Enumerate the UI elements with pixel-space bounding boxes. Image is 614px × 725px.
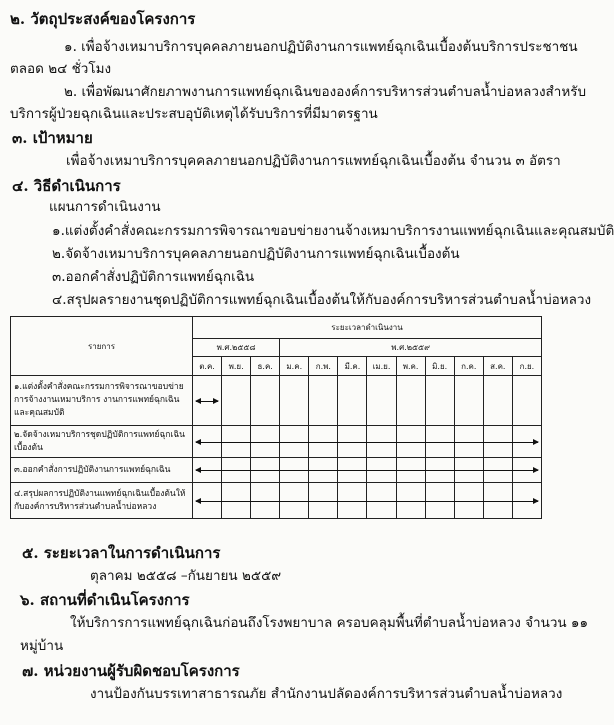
objective-1-line2: ตลอด ๒๔ ชั่วโมง <box>10 61 112 77</box>
timeline-arrow <box>366 442 396 443</box>
timeline-arrow <box>308 470 338 471</box>
timeline-arrow <box>396 442 426 443</box>
section-5-title: ๕. ระยะเวลาในการดำเนินการ <box>22 544 221 562</box>
schedule-cell <box>309 483 338 519</box>
schedule-cell <box>338 376 367 426</box>
timeline-arrow <box>512 442 538 443</box>
timeline-arrow <box>279 442 309 443</box>
timeline-arrow <box>366 470 396 471</box>
month-header: มิ.ย. <box>425 357 454 376</box>
schedule-cell <box>367 426 396 458</box>
timeline-arrow <box>308 442 338 443</box>
schedule-cell <box>193 376 222 426</box>
section-4-title: ๔. วิธีดำเนินการ <box>12 177 121 195</box>
schedule-cell <box>251 458 280 483</box>
target-text: เพื่อจ้างเหมาบริการบุคคลภายนอกปฏิบัติงานการแพทย์ฉุกเฉินเบื้องต้น จำนวน ๓ อัตรา <box>66 153 561 169</box>
timeline-arrow <box>483 501 513 502</box>
timeline-arrow <box>250 442 280 443</box>
timeline-arrow <box>196 442 222 443</box>
timeline-arrow <box>337 470 367 471</box>
month-header: ก.ย. <box>512 357 541 376</box>
schedule-cell <box>367 376 396 426</box>
header-item: รายการ <box>11 317 193 376</box>
timeline-arrow <box>396 470 426 471</box>
objective-2-line2: บริการผู้ป่วยฉุกเฉินและประสบอุบัติเหตุได้รับบริการที่มีมาตรฐาน <box>10 106 378 122</box>
timeline-arrow <box>279 470 309 471</box>
schedule-cell <box>396 426 425 458</box>
month-header: พ.ย. <box>222 357 251 376</box>
schedule-cell <box>483 376 512 426</box>
schedule-cell <box>193 458 222 483</box>
schedule-cell <box>338 483 367 519</box>
timeline-arrow <box>454 501 484 502</box>
schedule-cell <box>512 426 541 458</box>
activity-label: ๒.จัดจ้างเหมาบริการชุดปฏิบัติการแพทย์ฉุกเฉินเบื้องต้น <box>11 426 193 458</box>
schedule-cell <box>483 483 512 519</box>
schedule-cell <box>454 483 483 519</box>
timeline-arrow <box>250 501 280 502</box>
duration-text: ตุลาคม ๒๕๕๘ –กันยายน ๒๕๕๙ <box>90 568 282 584</box>
schedule-cell <box>454 376 483 426</box>
schedule-cell <box>425 458 454 483</box>
schedule-cell <box>425 376 454 426</box>
schedule-cell <box>251 376 280 426</box>
schedule-cell <box>280 376 309 426</box>
schedule-cell <box>367 458 396 483</box>
objective-1-line1: ๑. เพื่อจ้างเหมาบริการบุคคลภายนอกปฏิบัติงานการแพทย์ฉุกเฉินเบื้องต้นบริการประชาชน <box>64 39 578 55</box>
plan-item-2: ๒.จัดจ้างเหมาบริการบุคคลภายนอกปฏิบัติงานการแพทย์ฉุกเฉินเบื้องต้น <box>52 246 460 262</box>
timeline-arrow <box>250 470 280 471</box>
schedule-cell <box>396 483 425 519</box>
schedule-cell <box>512 458 541 483</box>
month-header: ส.ค. <box>483 357 512 376</box>
schedule-cell <box>193 483 222 519</box>
timeline-arrow <box>425 442 455 443</box>
section-3-title: ๓. เป้าหมาย <box>12 129 93 147</box>
schedule-cell <box>222 376 251 426</box>
plan-item-1: ๑.แต่งตั้งคำสั่งคณะกรรมการพิจารณาขอบข่ายงานจ้างเหมาบริการงานแพทย์ฉุกเฉินและคุณสมบัติ <box>52 223 614 239</box>
schedule-cell <box>425 426 454 458</box>
schedule-cell <box>512 376 541 426</box>
header-year-2558: พ.ศ.๒๕๕๘ <box>193 339 280 357</box>
schedule-cell <box>483 458 512 483</box>
month-header: ต.ค. <box>193 357 222 376</box>
month-header: มี.ค. <box>338 357 367 376</box>
month-header: พ.ค. <box>396 357 425 376</box>
plan-item-3: ๓.ออกคำสั่งปฏิบัติการแพทย์ฉุกเฉิน <box>52 269 255 285</box>
table-row <box>11 483 542 519</box>
timeline-arrow <box>483 442 513 443</box>
schedule-cell <box>338 426 367 458</box>
schedule-cell <box>280 458 309 483</box>
timeline-arrow <box>425 470 455 471</box>
month-header: ธ.ค. <box>251 357 280 376</box>
activity-label: ๓.ออกคำสั่งการปฏิบัติงานการแพทย์ฉุกเฉิน <box>11 458 193 483</box>
month-header: ม.ค. <box>280 357 309 376</box>
schedule-cell <box>483 426 512 458</box>
timeline-arrow <box>196 401 218 402</box>
month-header: ก.ค. <box>454 357 483 376</box>
activity-label: ๑.แต่งตั้งคำสั่งคณะกรรมการพิจารณาขอบข่ายการจ้างงานเหมาบริการ งานการแพทย์ฉุกเฉินและคุณสมบัติ <box>11 376 193 426</box>
schedule-cell <box>396 458 425 483</box>
timeline-arrow <box>337 501 367 502</box>
timeline-arrow <box>279 501 309 502</box>
table-row <box>11 376 542 426</box>
table-row <box>11 458 542 483</box>
operation-schedule-table <box>10 316 542 518</box>
timeline-arrow <box>337 442 367 443</box>
schedule-cell <box>396 376 425 426</box>
timeline-arrow <box>308 501 338 502</box>
objective-2-line1: ๒. เพื่อพัฒนาศักยภาพงานการแพทย์ฉุกเฉินขององค์การบริหารส่วนตำบลน้ำบ่อหลวงสำหรับ <box>64 84 587 100</box>
header-period: ระยะเวลาดำเนินงาน <box>193 317 542 339</box>
section-6-title: ๖. สถานที่ดำเนินโครงการ <box>20 591 190 609</box>
timeline-arrow <box>396 501 426 502</box>
schedule-cell <box>512 483 541 519</box>
plan-item-4: ๔.สรุปผลรายงานชุดปฏิบัติการแพทย์ฉุกเฉินเบื้องต้นให้กับองค์การบริหารส่วนตำบลน้ำบ่อหลวง <box>52 292 592 308</box>
schedule-cell <box>309 458 338 483</box>
table-row <box>11 426 542 458</box>
schedule-cell <box>280 426 309 458</box>
timeline-arrow <box>425 501 455 502</box>
month-header: เม.ย. <box>367 357 396 376</box>
schedule-cell <box>454 458 483 483</box>
schedule-cell <box>222 458 251 483</box>
month-header: ก.พ. <box>309 357 338 376</box>
schedule-cell <box>454 426 483 458</box>
location-line1: ให้บริการการแพทย์ฉุกเฉินก่อนถึงโรงพยาบาล ครอบคลุมพื้นที่ตำบลน้ำบ่อหลวง จำนวน ๑๑ <box>70 615 589 631</box>
schedule-cell <box>280 483 309 519</box>
header-year-2559: พ.ศ.๒๕๕๙ <box>280 339 542 357</box>
timeline-arrow <box>483 470 513 471</box>
schedule-cell <box>222 426 251 458</box>
schedule-cell <box>222 483 251 519</box>
responsible-unit: งานป้องกันบรรเทาสาธารณภัย สำนักงานปลัดองค์การบริหารส่วนตำบลน้ำบ่อหลวง <box>90 686 563 702</box>
schedule-cell <box>251 483 280 519</box>
location-line2: หมู่บ้าน <box>20 638 64 654</box>
section-7-title: ๗. หน่วยงานผู้รับผิดชอบโครงการ <box>22 662 240 680</box>
timeline-arrow <box>196 501 222 502</box>
section-2-title: ๒. วัตถุประสงค์ของโครงการ <box>10 10 196 28</box>
schedule-cell <box>338 458 367 483</box>
plan-label: แผนการดำเนินงาน <box>49 199 161 215</box>
timeline-arrow <box>512 501 538 502</box>
timeline-arrow <box>221 470 251 471</box>
timeline-arrow <box>454 442 484 443</box>
schedule-cell <box>367 483 396 519</box>
timeline-arrow <box>221 501 251 502</box>
schedule-cell <box>425 483 454 519</box>
timeline-arrow <box>196 470 222 471</box>
timeline-arrow <box>366 501 396 502</box>
timeline-arrow <box>512 470 538 471</box>
schedule-cell <box>309 426 338 458</box>
timeline-arrow <box>221 442 251 443</box>
timeline-arrow <box>454 470 484 471</box>
activity-label: ๔.สรุปผลการปฏิบัติงานแพทย์ฉุกเฉินเบื้องต้นให้กับองค์การบริหารส่วนตำบลน้ำบ่อหลวง <box>11 483 193 519</box>
schedule-cell <box>193 426 222 458</box>
schedule-cell <box>251 426 280 458</box>
schedule-cell <box>309 376 338 426</box>
